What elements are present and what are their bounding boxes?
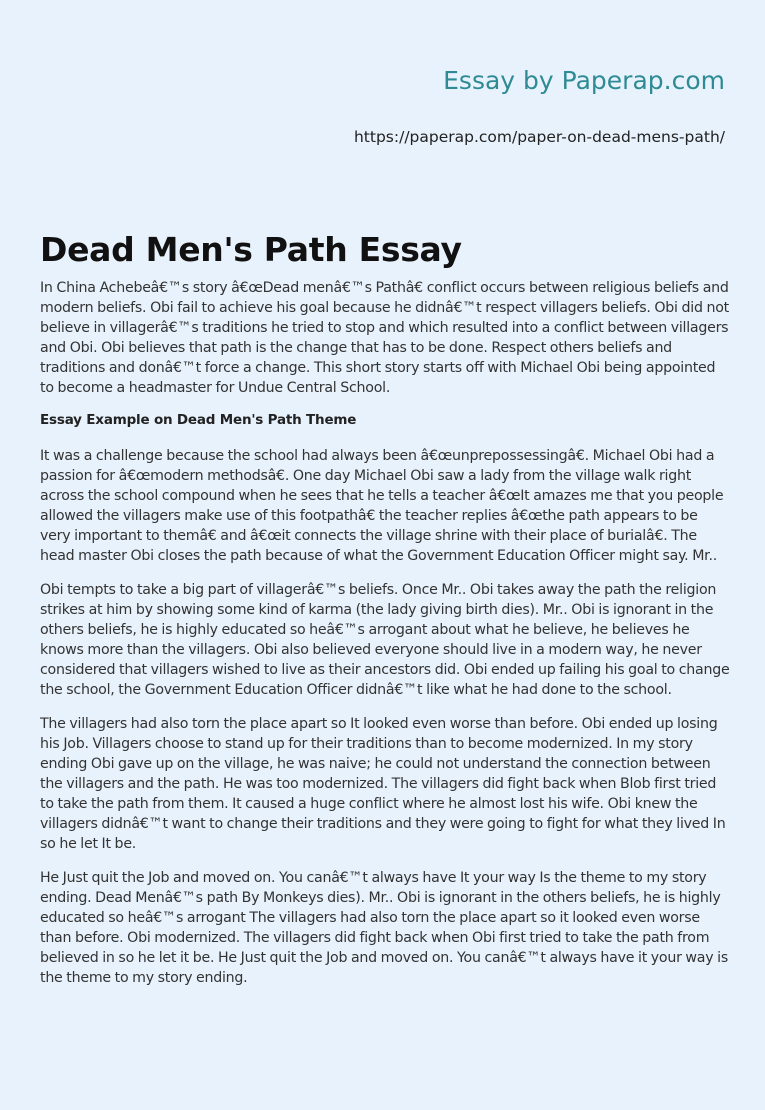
essay-paragraph: Obi tempts to take a big part of villagerâ€™s beliefs. Once Mr.. Obi takes away the path the religion strikes at him by showing some kind of karma (the lady giving birth dies). Mr.. Obi is ignorant in the others beliefs, he is highly educated so heâ€™s arrogant about what he believe, he believes he knows more than the villagers. Obi also believed everyone should live in a modern way, he never considered that villagers wished to live as their ancestors did. Obi ended up failing his goal to change the school, the Government Education Officer didnâ€™t like what he had done to the school. — [40, 582, 730, 698]
site-brand[interactable]: Essay by Paperap.com — [443, 66, 725, 95]
essay-paragraph: The villagers had also torn the place apart so It looked even worse than before. Obi ended up losing his Job. Villagers choose to stand up for their traditions than to become modernized. In my story ending Obi gave up on the village, he was naive; he could not understand the connection between the villagers and the path. He was too modernized. The villagers did fight back when Blob first tried to take the path from them. It caused a huge conflict where he almost lost his wife. Obi knew the villagers didnâ€™t want to change their traditions and they were going to fight for what they lived In so he let It be. — [40, 716, 726, 852]
essay-body — [40, 278, 730, 1002]
source-url[interactable]: https://paperap.com/paper-on-dead-mens-path/ — [353, 128, 725, 146]
essay-paragraph-intro: In China Achebeâ€™s story â€œDead menâ€™s Pathâ€ conflict occurs between religious beliefs and modern beliefs. Obi fail to achieve his goal because he didnâ€™t respect villagers beliefs. Obi did not believe in villagerâ€™s traditions he tried to stop and which resulted into a conflict between villagers and Obi. Obi believes that path is the change that has to be done. Respect others beliefs and traditions and donâ€™t force a change. This short story starts off with Michael Obi being appointed to become a headmaster for Undue Central School. — [40, 280, 729, 396]
essay-paragraph: He Just quit the Job and moved on. You canâ€™t always have It your way Is the theme to my story ending. Dead Menâ€™s path By Monkeys dies). Mr.. Obi is ignorant in the others beliefs, he is highly educated so heâ€™s arrogant The villagers had also torn the place apart so it looked even worse than before. Obi modernized. The villagers did fight back when Obi first tried to take the path from believed in so he let it be. He Just quit the Job and moved on. You canâ€™t always have it your way is the theme to my story ending. — [40, 870, 728, 986]
page-title: Dead Men's Path Essay — [40, 230, 462, 270]
essay-paragraph: It was a challenge because the school had always been â€œunprepossessingâ€. Michael Obi had a passion for â€œmodern methodsâ€. One day Michael Obi saw a lady from the village walk right across the school compound when he sees that he tells a teacher â€œIt amazes me that you people allowed the villagers make use of this footpathâ€ the teacher replies â€œthe path appears to be very important to themâ€ and â€œit connects the village shrine with their place of burialâ€. The head master Obi closes the path because of what the Government Education Officer might say. Mr.. — [40, 448, 724, 564]
essay-subheading: Essay Example on Dead Men's Path Theme — [40, 412, 357, 428]
